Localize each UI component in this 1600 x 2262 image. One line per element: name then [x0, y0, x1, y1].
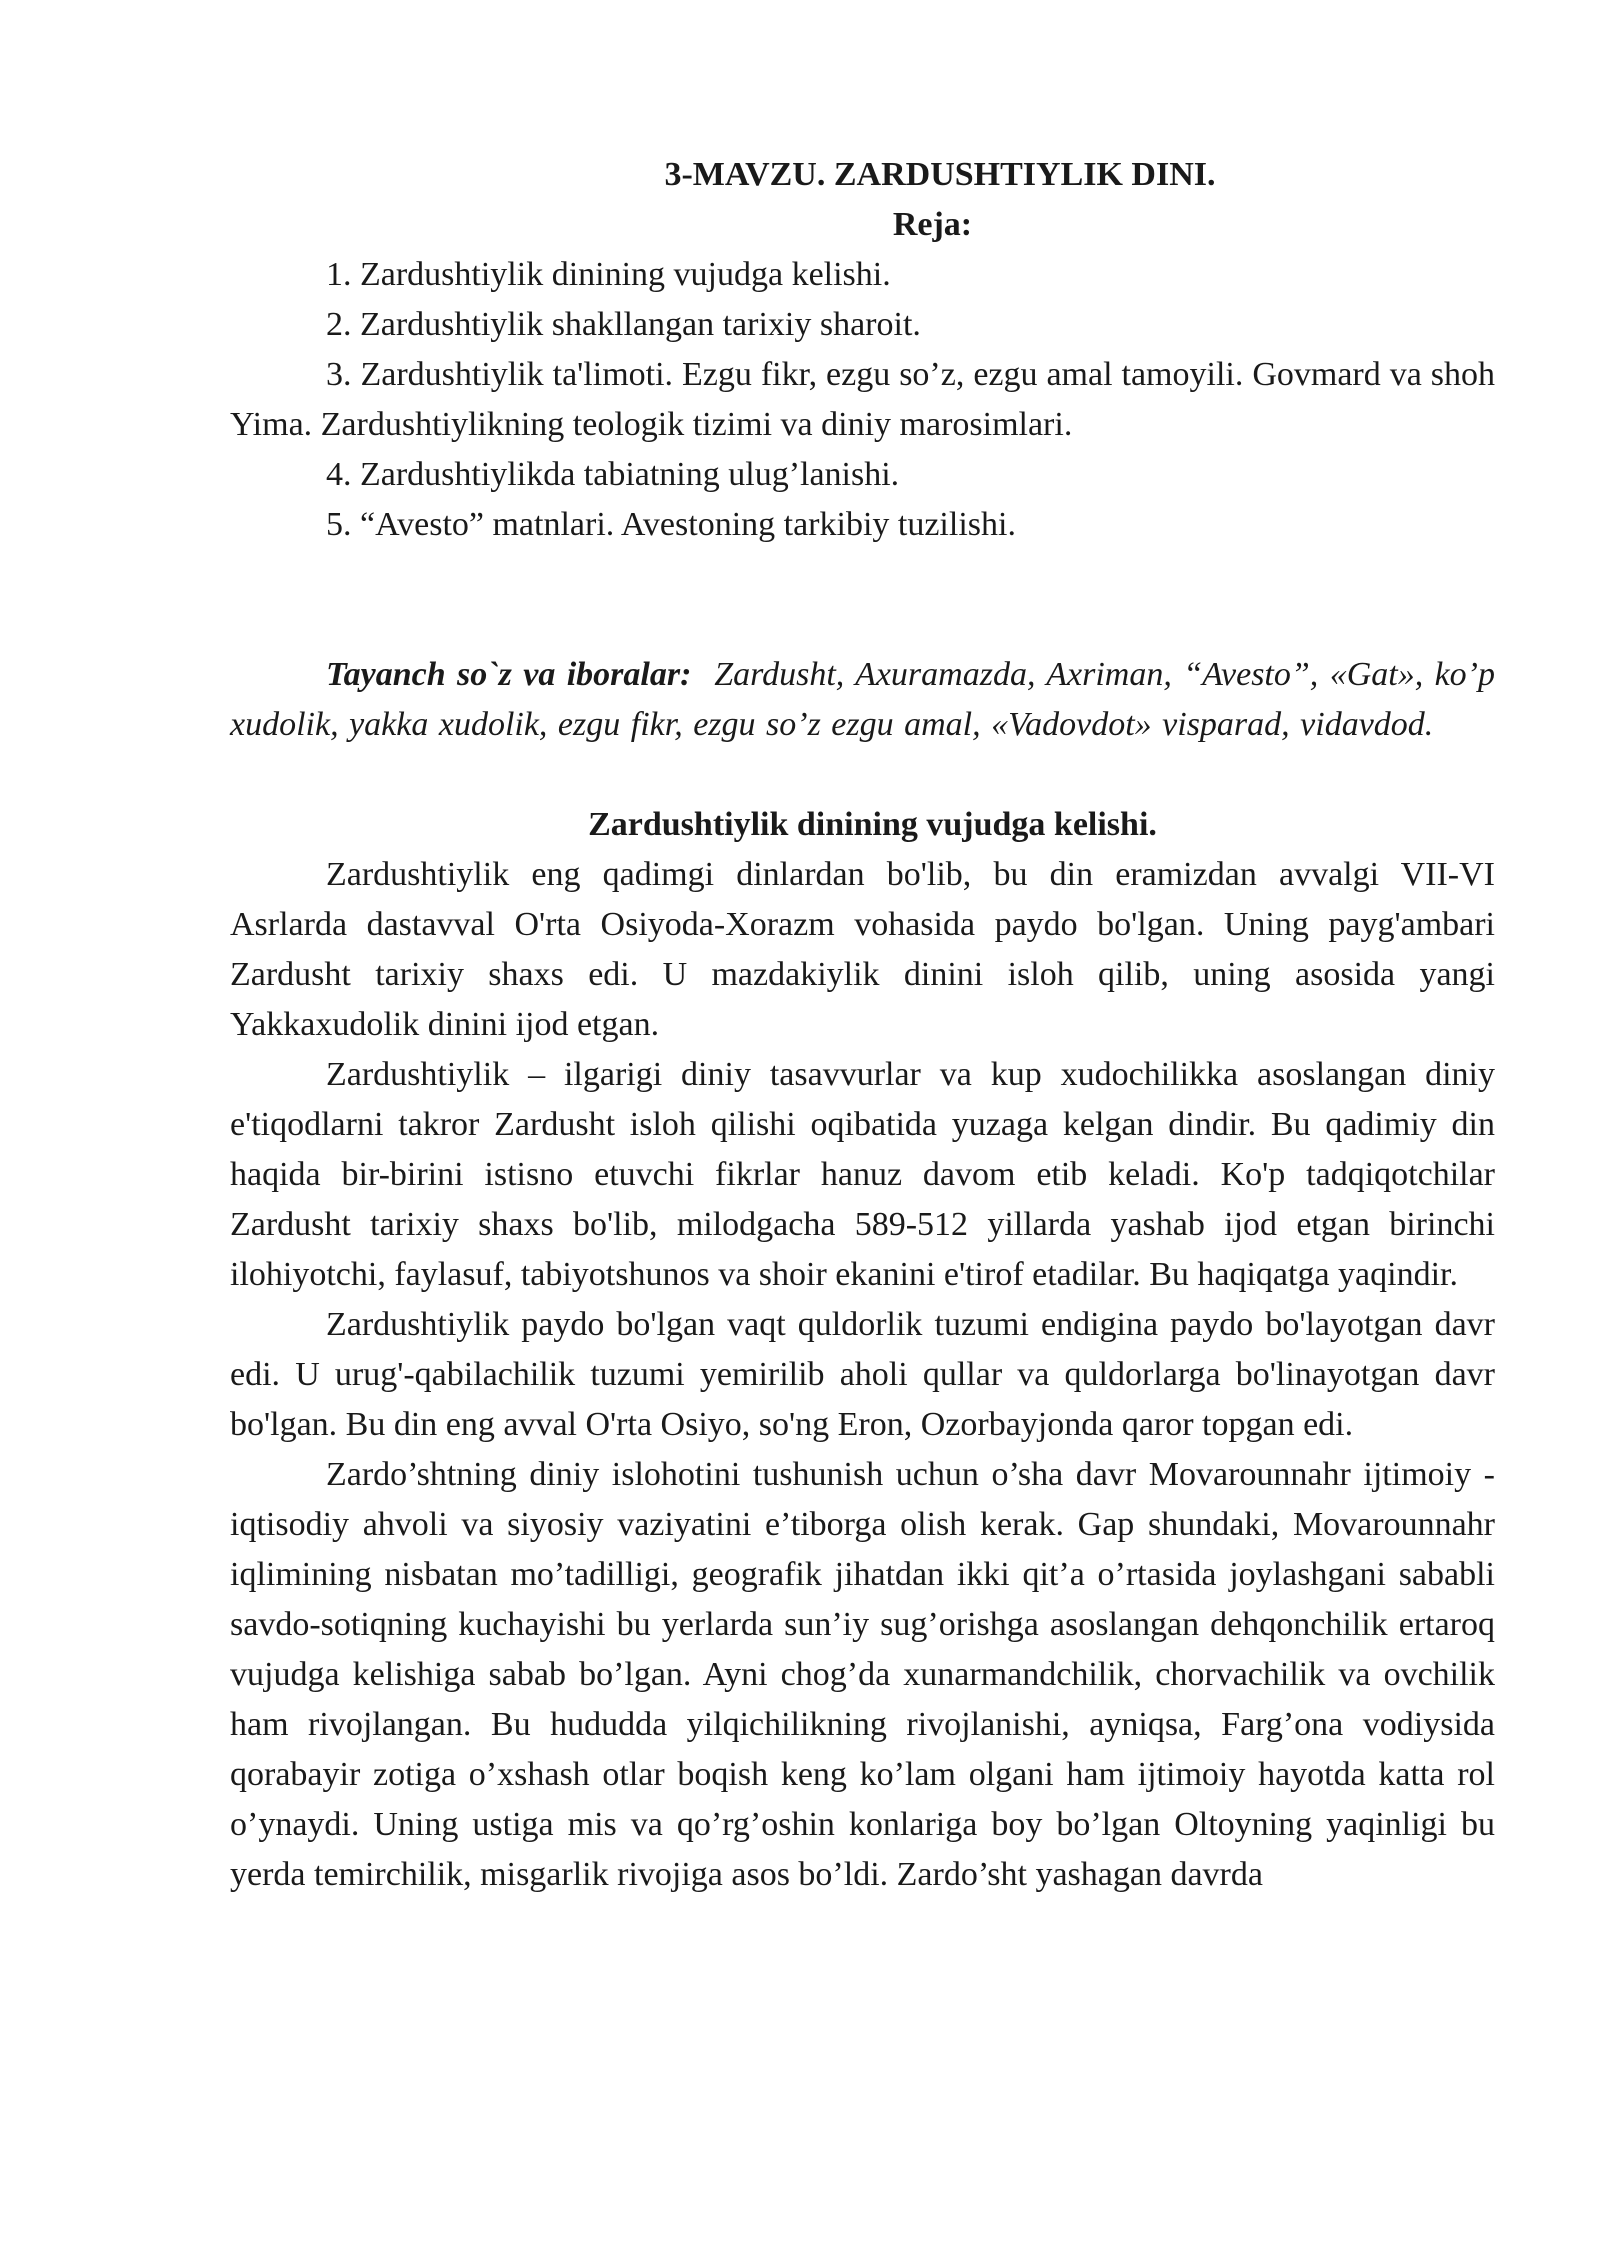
plan-item-4: 4. Zardushtiylikda tabiatning ulug’lanishi.	[326, 456, 900, 493]
body-paragraph-4: Zardo’shtning diniy islohotini tushunish uchun o’sha davr Movarounnahr ijtimoiy - iqtisodiy ahvoli va siyosiy vaziyatini e’tiborga olish kerak. Gap shundaki, Movarounnahr iqlimining nisbatan mo’tadilligi, geografik jihatdan ikki qit’a o’rtasida joylashgani sababli savdo-sotiqning kuchayishi bu yerlarda sun’iy sug’orishga asoslangan dehqonchilik ertaroq vujudga kelishiga sabab bo’lgan. Ayni chog’da xunarmandchilik, chorvachilik va ovchilik ham rivojlangan. Bu hududda yilqichilikning rivojlanishi, ayniqsa, Farg’ona vodiysida qorabayir zotiga o’xshash otlar boqish keng ko’lam olgani ham ijtimoiy hayotda katta rol o’ynaydi. Uning ustiga mis va qo’rg’oshin konlariga boy bo’lgan Oltoyning yaqinligi bu yerda temirchilik, misgarlik rivojiga asos bo’ldi. Zardo’sht yashagan davrda	[230, 1456, 1495, 1893]
document-page	[230, 150, 1495, 1900]
plan-item-1: 1. Zardushtiylik dinining vujudga kelishi.	[326, 256, 891, 293]
keywords-text: Zardusht, Axuramazda, Axriman, “Avesto”, «Gat», ko’p xudolik, yakka xudolik, ezgu fikr, ezgu so’z ezgu amal, «Vadovdot» visparad, vidavdod.	[230, 656, 1496, 743]
vertical-spacer	[230, 550, 1495, 600]
section-heading: Zardushtiylik dinining vujudga kelishi.	[588, 806, 1157, 843]
keywords-paragraph	[230, 650, 1495, 750]
body-paragraph-1: Zardushtiylik eng qadimgi dinlardan bo'lib, bu din eramizdan avvalgi VII-VI Asrlarda dastavval O'rta Osiyoda-Xorazm vohasida paydo bo'lgan. Uning payg'ambari Zardusht tarixiy shaxs edi. U mazdakiylik dinini isloh qilib, uning asosida yangi Yakkaxudolik dinini ijod etgan.	[230, 856, 1495, 1043]
keywords-label: Tayanch so`z va iboralar:	[326, 656, 692, 693]
plan-item-5: 5. “Avesto” matnlari. Avestoning tarkibiy tuzilishi.	[326, 506, 1016, 543]
vertical-spacer	[230, 750, 1495, 800]
body-paragraph-2: Zardushtiylik – ilgarigi diniy tasavvurlar va kup xudochilikka asoslangan diniy e'tiqodlarni takror Zardusht isloh qilishi oqibatida yuzaga kelgan dindir. Bu qadimiy din haqida bir-birini istisno etuvchi fikrlar hanuz davom etib keladi. Ko'p tadqiqotchilar Zardusht tarixiy shaxs bo'lib, milodgacha 589-512 yillarda yashab ijod etgan birinchi ilohiyotchi, faylasuf, tabiyotshunos va shoir ekanini e'tirof etadilar. Bu haqiqatga yaqindir.	[230, 1056, 1495, 1293]
plan-item-3: 3. Zardushtiylik ta'limoti. Ezgu fikr, ezgu so’z, ezgu amal tamoyili. Govmard va shoh Yima. Zardushtiylikning teologik tizimi va diniy marosimlari.	[230, 356, 1495, 443]
plan-heading: Reja:	[892, 206, 973, 243]
plan-item-2: 2. Zardushtiylik shakllangan tarixiy sharoit.	[326, 306, 921, 343]
vertical-spacer	[230, 600, 1495, 650]
document-title: 3-MAVZU. ZARDUSHTIYLIK DINI.	[664, 156, 1216, 193]
plan-list	[230, 250, 1495, 550]
body-paragraph-3: Zardushtiylik paydo bo'lgan vaqt quldorlik tuzumi endigina paydo bo'layotgan davr edi. U urug'-qabilachilik tuzumi yemirilib aholi qullar va quldorlarga bo'linayotgan davr bo'lgan. Bu din eng avval O'rta Osiyo, so'ng Eron, Ozorbayjonda qaror topgan edi.	[230, 1306, 1495, 1443]
